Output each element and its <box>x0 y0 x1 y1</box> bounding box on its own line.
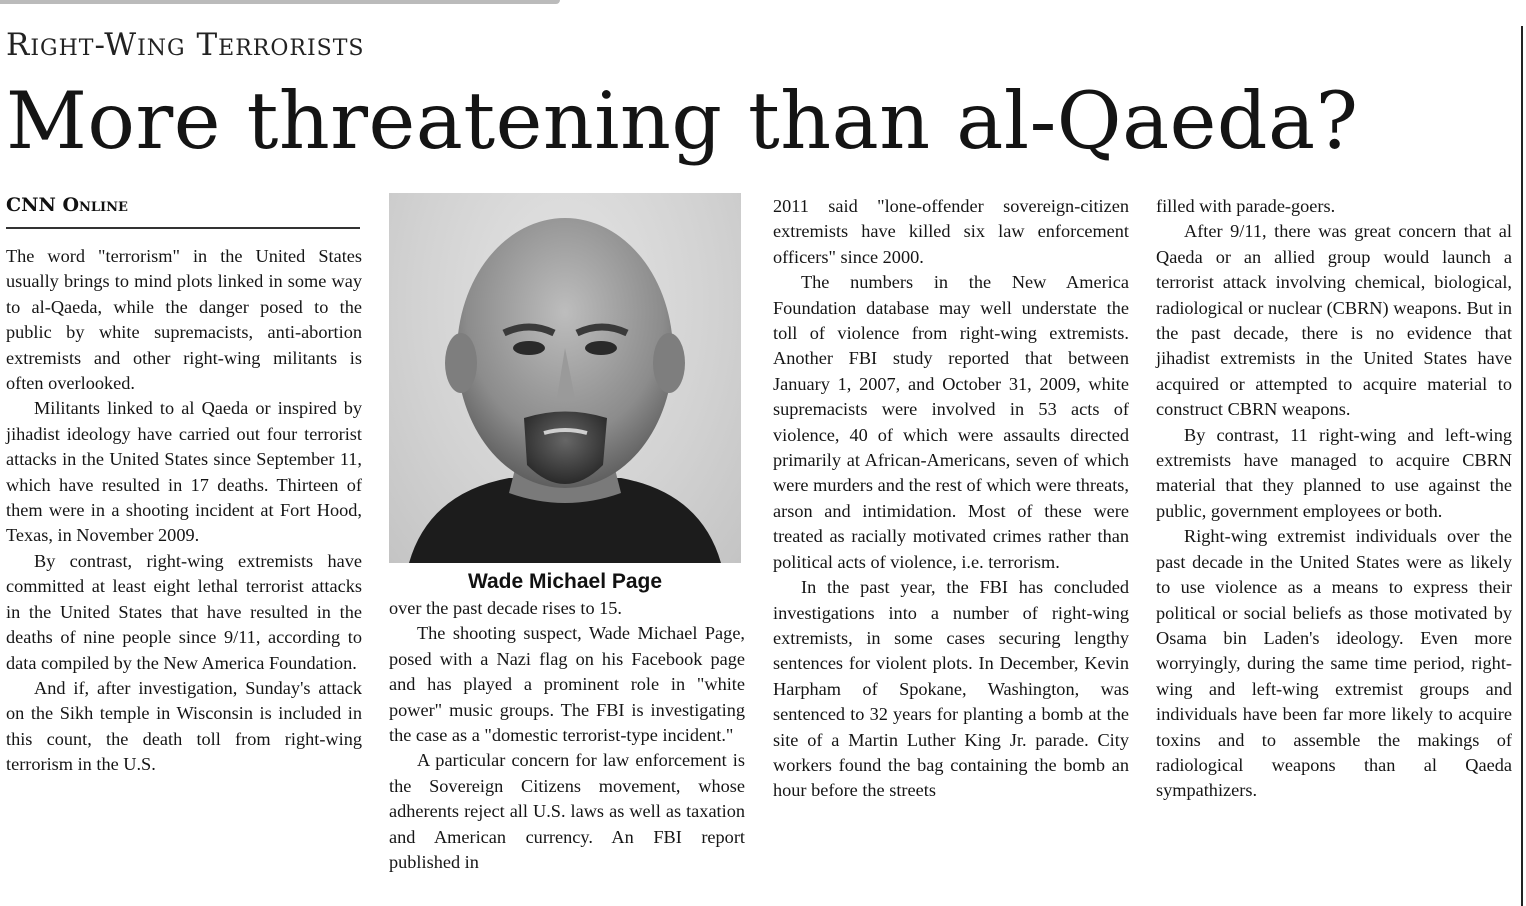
top-rule <box>0 0 560 4</box>
paragraph: By contrast, right-wing extremists have committed at least eight lethal terrorist attacks in the United States that have resulted in the deaths of nine people since 9/11, according to data compiled by the New America Foundation. <box>6 550 362 673</box>
kicker: Right-Wing Terrorists <box>6 27 365 63</box>
byline: CNN Online <box>6 193 360 229</box>
portrait-illustration <box>389 193 741 563</box>
paragraph: And if, after investigation, Sunday's attack on the Sikh temple in Wisconsin is included in this count, the death toll from right-wing terrorism in the U.S. <box>6 677 362 775</box>
paragraph: filled with parade-goers. <box>1156 196 1336 216</box>
portrait-photo <box>389 193 741 563</box>
article-column-1 <box>6 244 362 778</box>
article-column-3 <box>773 194 1129 804</box>
paragraph: over the past decade rises to 15. <box>389 598 623 618</box>
paragraph: A particular concern for law enforcement is the Sovereign Citizens movement, whose adherents reject all U.S. laws as well as taxation and American currency. An FBI report published in <box>389 750 745 873</box>
paragraph: The word "terrorism" in the United States usually brings to mind plots linked in some way to al-Qaeda, while the danger posed to the public by white supremacists, anti-abortion extremists and other right-wing militants is often overlooked. <box>6 246 362 394</box>
paragraph: Militants linked to al Qaeda or inspired by jihadist ideology have carried out four terrorist attacks in the United States since September 11, which have resulted in 17 deaths. Thirteen of them were in a shooting incident at Fort Hood, Texas, in November 2009. <box>6 398 362 546</box>
headline: More threatening than al-Qaeda? <box>6 75 1359 167</box>
paragraph: 2011 said "lone-offender sovereign-citizen extremists have killed six law enforcement officers" since 2000. <box>773 196 1129 267</box>
paragraph: In the past year, the FBI has concluded investigations into a number of right-wing extremists, in some cases securing lengthy sentences for violent plots. In December, Kevin Harpham of Spokane, Washington, was sentenced to 32 years for planting a bomb at the site of a Martin Luther King Jr. parade. City workers found the bag containing the bomb an hour before the streets <box>773 577 1129 801</box>
paragraph: The numbers in the New America Foundation database may well understate the toll of violence from right-wing extremists. Another FBI study reported that between January 1, 2007, and October 31, 2009, white supremacists were involved in 53 acts of violence, 40 of which were assaults directed primarily at African-Americans, seven of which were murders and the rest of which were threats, arson and intimidation. Most of these were treated as racially motivated crimes rather than political acts of violence, i.e. terrorism. <box>773 272 1129 572</box>
photo-caption: Wade Michael Page <box>467 570 663 593</box>
paragraph: Right-wing extremist individuals over the past decade in the United States were as likely to use violence as a means to express their political or social beliefs as those motivated by Osama bin Laden's ideology. Even more worryingly, during the same time period, right-wing and left-wing extremist groups and individuals have been far more likely to acquire toxins and to assemble the makings of radiological weapons than al Qaeda sympathizers. <box>1156 526 1512 801</box>
article-column-2 <box>389 596 745 875</box>
column-divider <box>1521 26 1523 906</box>
paragraph: The shooting suspect, Wade Michael Page, posed with a Nazi flag on his Facebook page and has played a prominent role in "white power" music groups. The FBI is investigating the case as a "domestic terrorist-type incident." <box>389 623 745 746</box>
article-column-4 <box>1156 194 1512 804</box>
paragraph: By contrast, 11 right-wing and left-wing extremists have managed to acquire CBRN material that they planned to use against the public, government employees or both. <box>1156 424 1512 521</box>
paragraph: After 9/11, there was great concern that al Qaeda or an allied group would launch a terrorist attack involving chemical, biological, radiological or nuclear (CBRN) weapons. But in the past decade, there is no evidence that jihadist extremists in the United States have acquired or attempted to acquire material to construct CBRN weapons. <box>1156 221 1512 420</box>
